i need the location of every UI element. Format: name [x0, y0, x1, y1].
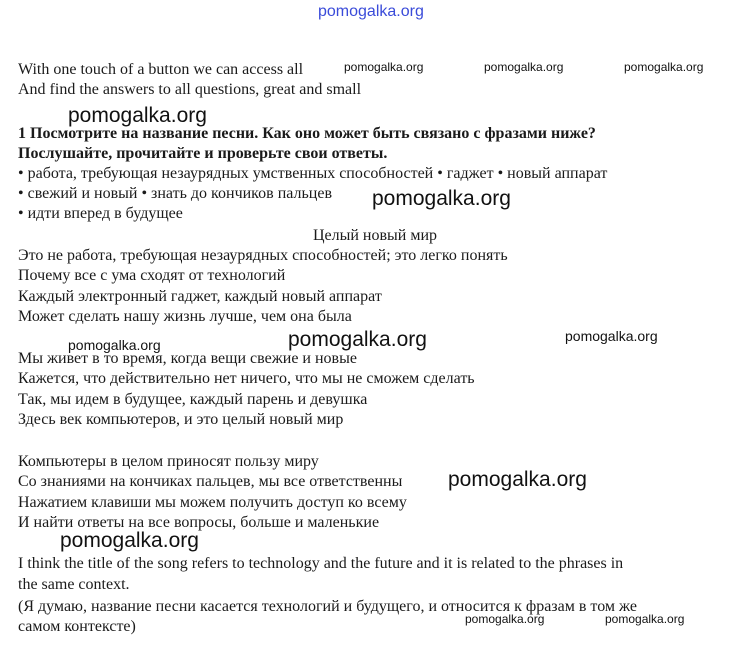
verse-line: Со знаниями на кончиках пальцев, мы все ответственны [18, 473, 403, 490]
verse-line: Мы живет в то время, когда вещи свежие и новые [18, 350, 357, 367]
watermark: pomogalka.org [344, 60, 424, 74]
verse-line: Это не работа, требующая незаурядных способностей; это легко понять [18, 247, 508, 264]
task-heading: Послушайте, прочитайте и проверьте свои ответы. [18, 145, 388, 162]
verse-line: Каждый электронный гаджет, каждый новый аппарат [18, 288, 382, 305]
watermark: pomogalka.org [448, 468, 587, 491]
verse-line: Так, мы идем в будущее, каждый парень и девушка [18, 391, 368, 408]
verse-line: И найти ответы на все вопросы, больше и маленькие [18, 514, 380, 531]
watermark: pomogalka.org [68, 337, 161, 353]
answer-translation-line: самом контексте) [18, 618, 136, 635]
watermark: pomogalka.org [68, 104, 207, 127]
answer-line: the same context. [18, 576, 130, 593]
bullet-line: • свежий и новый • знать до кончиков пальцев [18, 185, 332, 202]
verse-line: Здесь век компьютеров, и это целый новый мир [18, 411, 344, 428]
watermark: pomogalka.org [565, 328, 658, 344]
watermark-top: pomogalka.org [318, 3, 424, 20]
verse-line: Компьютеры в целом приносят пользу миру [18, 453, 319, 470]
song-title: Целый новый мир [312, 227, 438, 244]
bullet-line: • идти вперед в будущее [18, 205, 183, 222]
bullet-line: • работа, требующая незаурядных умственных способностей • гаджет • новый аппарат [18, 165, 608, 182]
task-heading: 1 Посмотрите на название песни. Как оно может быть связано с фразами ниже? [18, 125, 596, 142]
verse-line: Нажатием клавиши мы можем получить доступ ко всему [18, 494, 407, 511]
answer-translation-line: (Я думаю, название песни касается технологий и будущего, и относится к фразам в том же [18, 598, 637, 615]
watermark: pomogalka.org [465, 612, 545, 626]
verse-line: Может сделать нашу жизнь лучше, чем она была [18, 308, 352, 325]
watermark: pomogalka.org [372, 187, 511, 210]
watermark: pomogalka.org [288, 328, 427, 351]
verse-line: Почему все с ума сходят от технологий [18, 267, 286, 284]
watermark: pomogalka.org [624, 60, 704, 74]
intro-line: And find the answers to all questions, great and small [18, 81, 362, 98]
watermark: pomogalka.org [605, 612, 685, 626]
answer-line: I think the title of the song refers to technology and the future and it is related to the phrases in [18, 555, 624, 572]
watermark: pomogalka.org [60, 529, 199, 552]
intro-line: With one touch of a button we can access all [18, 61, 304, 78]
verse-line: Кажется, что действительно нет ничего, что мы не сможем сделать [18, 370, 475, 387]
watermark: pomogalka.org [484, 60, 564, 74]
